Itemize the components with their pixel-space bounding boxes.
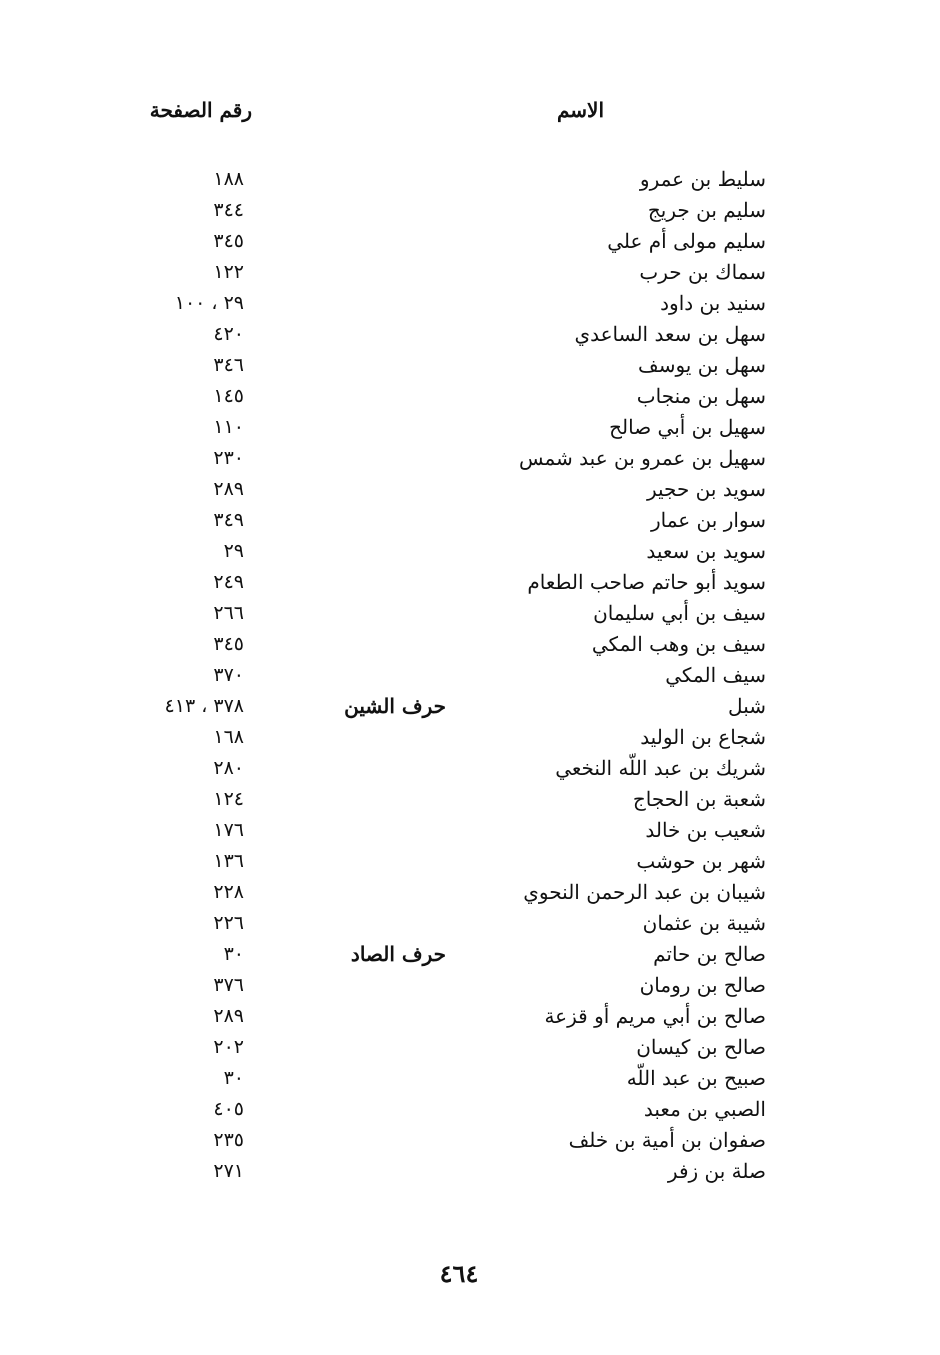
entry-name: شيبة بن عثمان — [642, 911, 766, 935]
section-heading-saad: حرف الصاد — [350, 942, 446, 966]
index-entry — [0, 1032, 940, 1063]
index-entry — [0, 1125, 940, 1156]
entry-name: الصبي بن معبد — [643, 1097, 766, 1121]
index-entry — [0, 288, 940, 319]
entry-name: سليط بن عمرو — [639, 167, 766, 191]
entry-name: سيف بن أبي سليمان — [593, 601, 766, 625]
entry-name: سويد بن حجير — [646, 477, 766, 501]
entry-page: ١٧٦ — [213, 819, 244, 841]
index-entry — [0, 319, 940, 350]
entry-name: سماك بن حرب — [639, 260, 766, 284]
index-entry — [0, 970, 940, 1001]
index-entry — [0, 846, 940, 877]
index-entry — [0, 598, 940, 629]
entry-name: سويد بن سعيد — [646, 539, 766, 563]
index-entry — [0, 381, 940, 412]
index-entry — [0, 815, 940, 846]
entry-name: صالح بن أبي مريم أو قزعة — [544, 1004, 766, 1028]
entry-name: سيف بن وهب المكي — [591, 632, 766, 656]
entry-page: ٤٠٥ — [213, 1098, 244, 1120]
entry-name: شيبان بن عبد الرحمن النحوي — [523, 880, 766, 904]
entry-page: ٢٩ — [223, 540, 244, 562]
entry-name: سويد أبو حاتم صاحب الطعام — [527, 570, 766, 594]
entry-page: ٢٧١ — [213, 1160, 244, 1182]
index-entry — [0, 505, 940, 536]
entry-name: سنيد بن داود — [660, 291, 766, 315]
entry-page: ٣٤٦ — [213, 354, 244, 376]
index-entry — [0, 412, 940, 443]
entry-name: سهيل بن أبي صالح — [609, 415, 766, 439]
entry-page: ٢٣٥ — [213, 1129, 244, 1151]
entry-page: ١٦٨ — [213, 726, 244, 748]
index-entry — [0, 443, 940, 474]
index-entry — [0, 257, 940, 288]
entry-name: شبل — [728, 694, 766, 718]
entry-name: سوار بن عمار — [650, 508, 766, 532]
entry-name: شعيب بن خالد — [645, 818, 766, 842]
entry-name: صلة بن زفر — [667, 1159, 766, 1183]
entry-name: سهل بن سعد الساعدي — [574, 322, 766, 346]
index-entry — [0, 536, 940, 567]
entry-page: ٣٤٥ — [213, 230, 244, 252]
column-header-name: الاسم — [556, 98, 604, 122]
entry-page: ٢٣٠ — [213, 447, 244, 469]
entry-name: سيف المكي — [665, 663, 766, 687]
entry-page: ٣٤٤ — [213, 199, 244, 221]
index-entry — [0, 350, 940, 381]
column-header-page: رقم الصفحة — [149, 98, 252, 122]
entry-name: سهل بن منجاب — [636, 384, 766, 408]
entry-name: صفوان بن أمية بن خلف — [568, 1128, 766, 1152]
entry-page: ٢٨٩ — [213, 478, 244, 500]
entry-name: صالح بن كيسان — [636, 1035, 766, 1059]
entry-page: ١٣٦ — [213, 850, 244, 872]
entry-page: ٣٧٠ — [213, 664, 244, 686]
index-entry — [0, 939, 940, 970]
entry-page: ٣٤٥ — [213, 633, 244, 655]
entry-page: ٣٧٦ — [213, 974, 244, 996]
entry-page: ٢٢٦ — [213, 912, 244, 934]
entry-name: صالح بن حاتم — [653, 942, 766, 966]
entry-page: ٣٤٩ — [213, 509, 244, 531]
index-entry — [0, 691, 940, 722]
entry-name: شهر بن حوشب — [636, 849, 766, 873]
entry-page: ١٢٤ — [213, 788, 244, 810]
index-entry — [0, 908, 940, 939]
entry-page: ١٤٥ — [213, 385, 244, 407]
entry-name: سهيل بن عمرو بن عبد شمس — [518, 446, 766, 470]
entry-page: ٣٠ — [223, 1067, 244, 1089]
entry-name: شعبة بن الحجاج — [632, 787, 766, 811]
entry-name: سهل بن يوسف — [638, 353, 766, 377]
index-entry — [0, 660, 940, 691]
index-entry — [0, 1063, 940, 1094]
page-number: ٤٦٤ — [439, 1259, 479, 1288]
index-entry — [0, 1156, 940, 1187]
entry-name: شجاع بن الوليد — [640, 725, 766, 749]
index-entry — [0, 722, 940, 753]
index-entry — [0, 195, 940, 226]
entry-page: ٤٢٠ — [213, 323, 244, 345]
entry-name: صالح بن رومان — [639, 973, 766, 997]
index-entry — [0, 226, 940, 257]
entry-page: ١١٠ — [213, 416, 244, 438]
entry-page: ٢٤٩ — [213, 571, 244, 593]
section-heading-sheen: حرف الشين — [344, 694, 446, 718]
index-entry — [0, 474, 940, 505]
entry-name: شريك بن عبد اللّه النخعي — [555, 756, 766, 780]
entry-page: ١٢٢ — [213, 261, 244, 283]
index-entry — [0, 877, 940, 908]
index-entry — [0, 784, 940, 815]
entry-page: ٢٦٦ — [213, 602, 244, 624]
index-entry — [0, 753, 940, 784]
entry-page: ٢٢٨ — [213, 881, 244, 903]
index-entry — [0, 1001, 940, 1032]
entry-page: ١٨٨ — [213, 168, 244, 190]
entry-name: سليم بن جريج — [647, 198, 766, 222]
index-entry — [0, 629, 940, 660]
entry-name: صبيح بن عبد اللّه — [626, 1066, 766, 1090]
index-entry — [0, 567, 940, 598]
index-entry — [0, 164, 940, 195]
index-entry — [0, 1094, 940, 1125]
entry-page: ٢٩ ، ١٠٠ — [174, 292, 244, 314]
index-list — [0, 164, 940, 1187]
entry-page: ٣٠ — [223, 943, 244, 965]
entry-name: سليم مولى أم علي — [607, 229, 766, 253]
entry-page: ٣٧٨ ، ٤١٣ — [164, 695, 244, 717]
entry-page: ٢٨٠ — [213, 757, 244, 779]
entry-page: ٢٨٩ — [213, 1005, 244, 1027]
entry-page: ٢٠٢ — [213, 1036, 244, 1058]
